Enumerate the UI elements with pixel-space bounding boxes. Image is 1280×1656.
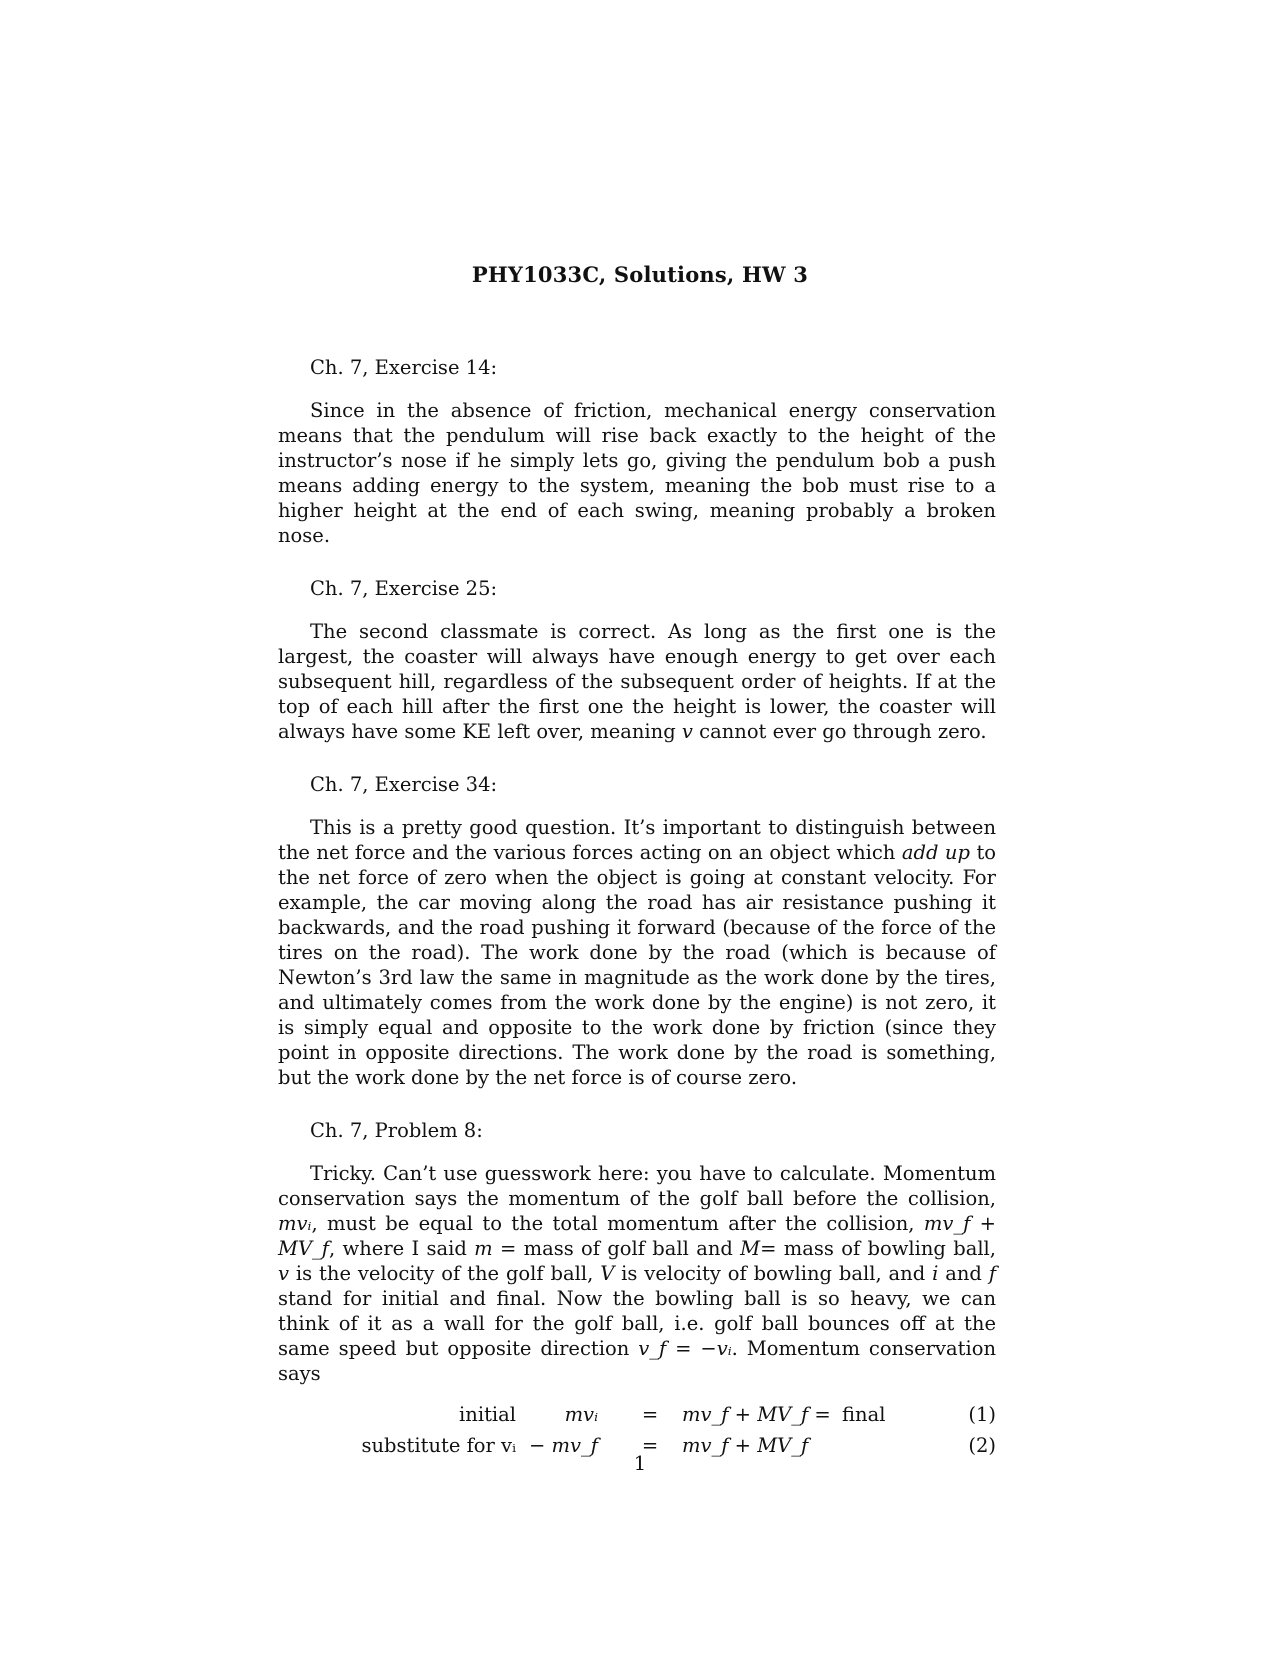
math-expr: mvᵢ <box>278 1212 312 1235</box>
emphasis: add up <box>901 841 970 864</box>
equation-number: (2) <box>968 1434 996 1457</box>
equation-relation: = <box>641 1403 659 1426</box>
equation-rhs: mv_f + MV_f = <box>682 1403 831 1426</box>
text-span: = mass of golf ball and <box>499 1237 733 1260</box>
document-title: PHY1033C, Solutions, HW 3 <box>471 262 809 287</box>
equation-rhs: mv_f + MV_f <box>682 1434 809 1457</box>
text-span: is the velocity of the golf ball, <box>295 1262 594 1285</box>
math-var: M <box>740 1237 761 1260</box>
text-span: stand for initial and final. Now the bowling ball is so heavy, we can think of it as a wall for the golf ball, i.e. golf ball bounces off at the same speed but opposite direction <box>278 1287 996 1360</box>
text-span: This is a pretty good question. It’s important to distinguish between the net force and the various forces acting on an object which <box>278 816 996 864</box>
section-heading: Ch. 7, Problem 8: <box>310 1119 483 1142</box>
equation-trail: final <box>842 1403 886 1426</box>
section-body <box>278 815 996 1090</box>
text-span: is velocity of bowling ball, and <box>621 1262 926 1285</box>
equation-relation: = <box>641 1434 659 1457</box>
section-body <box>278 1161 996 1386</box>
equation-number: (1) <box>968 1403 996 1426</box>
section-heading: Ch. 7, Exercise 14: <box>310 356 498 379</box>
equation-label: initial <box>459 1403 516 1426</box>
text-span: and <box>945 1262 982 1285</box>
math-var: v <box>681 720 693 743</box>
text-span: cannot ever go through zero. <box>699 720 987 743</box>
equation-lhs: − mv_f <box>528 1434 598 1457</box>
section-heading: Ch. 7, Exercise 34: <box>310 773 498 796</box>
text-span: . Momentum conservation says <box>278 1337 996 1385</box>
math-var: f <box>988 1262 997 1285</box>
section-body <box>278 619 996 744</box>
math-var: i <box>932 1262 939 1285</box>
text-span: , where I said <box>329 1237 467 1260</box>
text-span: , must be equal to the total momentum after the collision, <box>311 1212 915 1235</box>
math-var: m <box>474 1237 493 1260</box>
content-column <box>278 355 996 1462</box>
text-span: Tricky. Can’t use guesswork here: you have to calculate. Momentum conservation says the momentum of the golf ball before the collision, <box>278 1162 996 1210</box>
page-number: 1 <box>633 1452 647 1475</box>
math-expr: v_f = −vᵢ <box>638 1337 732 1360</box>
math-var: v <box>278 1262 290 1285</box>
equation-lhs: mvᵢ <box>564 1403 598 1426</box>
math-expr: mv_f + MV_f <box>278 1212 996 1260</box>
section-body: Since in the absence of friction, mechanical energy conservation means that the pendulum will rise back exactly to the height of the instructor’s nose if he simply lets go, giving the pendulum bob a push means adding energy to the system, meaning the bob must rise to a higher height at the end of each swing, meaning probably a broken nose. <box>278 399 996 547</box>
text-span: The second classmate is correct. As long as the first one is the largest, the coaster will always have enough energy to get over each subsequent hill, regardless of the subsequent order of heights. If at the top of each hill after the first one the height is lower, the coaster will always have some KE left over, meaning <box>278 620 996 743</box>
section-heading: Ch. 7, Exercise 25: <box>310 577 498 600</box>
equation-row <box>278 1400 996 1430</box>
equation-label: substitute for vᵢ <box>361 1434 516 1457</box>
text-span: to the net force of zero when the object is going at constant velocity. For example, the car moving along the road has air resistance pushing it backwards, and the road pushing it forward (because of the force of the tires on the road). The work done by the road (which is because of Newton’s 3rd law the same in magnitude as the work done by the tires, and ultimately comes from the work done by the engine) is not zero, it is simply equal and opposite to the work done by friction (since they point in opposite directions. The work done by the road is something, but the work done by the net force is of course zero. <box>278 841 997 1089</box>
math-var: V <box>600 1262 615 1285</box>
text-span: = mass of bowling ball, <box>760 1237 996 1260</box>
